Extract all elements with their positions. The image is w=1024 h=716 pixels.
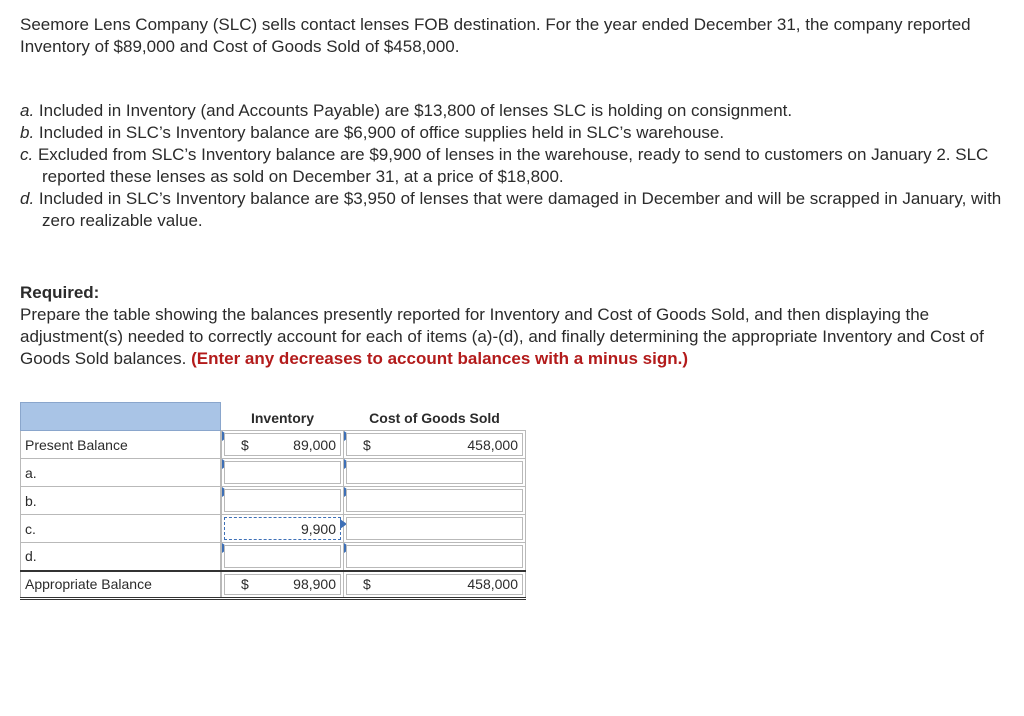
item-a — [20, 100, 1004, 122]
cogs-c-field[interactable] — [346, 517, 523, 540]
value: 89,000 — [293, 436, 336, 453]
row-label: Present Balance — [21, 431, 221, 459]
dollar-sign: $ — [241, 436, 249, 453]
item-text: Included in SLC’s Inventory balance are $6,900 of office supplies held in SLC’s warehouse. — [38, 123, 725, 142]
row-label: Appropriate Balance — [21, 571, 221, 599]
inventory-b-field[interactable] — [224, 489, 341, 512]
inventory-appropriate-cell — [222, 571, 344, 599]
row-label: c. — [21, 515, 221, 543]
cogs-present-value — [346, 433, 523, 456]
problem-intro: Seemore Lens Company (SLC) sells contact lenses FOB destination. For the year ended December 31, the company reported Inventory of $89,000 and Cost of Goods Sold of $458,000. — [20, 15, 971, 56]
inventory-c-field[interactable] — [224, 517, 341, 540]
cogs-b-input[interactable] — [344, 487, 526, 515]
header-cogs: Cost of Goods Sold — [369, 410, 500, 426]
row-label: b. — [21, 487, 221, 515]
cogs-c-input[interactable] — [344, 515, 526, 543]
table-row — [21, 431, 526, 459]
cogs-b-field[interactable] — [346, 489, 523, 512]
inventory-a-input[interactable] — [222, 459, 344, 487]
cogs-appropriate-cell — [344, 571, 526, 599]
dollar-sign: $ — [363, 576, 371, 593]
cogs-appropriate-value — [346, 574, 523, 596]
required-instructions: Prepare the table showing the balances presently reported for Inventory and Cost of Goods Sold, and then displaying the adjustment(s) needed to correctly account for each of items (a)-(d), and finally determining the appropriate Inventory and Cost of Goods Sold balances. — [20, 305, 984, 368]
inventory-a-field[interactable] — [224, 461, 341, 484]
row-label: d. — [21, 543, 221, 571]
table-row — [21, 543, 526, 571]
dollar-sign: $ — [241, 576, 249, 593]
header-inventory: Inventory — [250, 410, 314, 426]
item-b — [20, 122, 1004, 144]
required-text — [20, 304, 1004, 370]
item-text: Excluded from SLC’s Inventory balance are $9,900 of lenses in the warehouse, ready to send to customers on January 2. SLC reported these lenses as sold on December 31, at a price of $18,800. — [37, 145, 989, 186]
inventory-appropriate-value — [224, 574, 341, 596]
value: 9,900 — [300, 520, 336, 537]
cogs-a-input[interactable] — [344, 459, 526, 487]
table-header-row — [21, 403, 526, 431]
inventory-b-input[interactable] — [222, 487, 344, 515]
item-letter: c. — [20, 145, 34, 164]
inventory-d-input[interactable] — [222, 543, 344, 571]
item-letter: b. — [20, 123, 35, 142]
dollar-sign: $ — [363, 436, 371, 453]
value: 458,000 — [467, 576, 518, 593]
item-c — [20, 144, 1004, 188]
item-letter: a. — [20, 101, 35, 120]
header-label-cell — [21, 403, 221, 431]
cogs-present-cell — [344, 431, 526, 459]
item-d — [20, 188, 1004, 232]
inventory-present-value — [224, 433, 341, 456]
item-text: Included in SLC’s Inventory balance are $3,950 of lenses that were damaged in December and will be scrapped in January, with zero realizable value. — [38, 189, 1002, 230]
item-letter: d. — [20, 189, 35, 208]
value: 458,000 — [467, 436, 518, 453]
item-text: Included in Inventory (and Accounts Payable) are $13,800 of lenses SLC is holding on consignment. — [38, 101, 793, 120]
table-row — [21, 459, 526, 487]
table-row — [21, 487, 526, 515]
cogs-d-field[interactable] — [346, 545, 523, 568]
inventory-present-cell — [222, 431, 344, 459]
required-title: Required: — [20, 283, 100, 302]
cogs-a-field[interactable] — [346, 461, 523, 484]
table-row — [21, 571, 526, 599]
inventory-d-field[interactable] — [224, 545, 341, 568]
cogs-d-input[interactable] — [344, 543, 526, 571]
table-row — [21, 515, 526, 543]
row-label: a. — [21, 459, 221, 487]
value: 98,900 — [293, 576, 336, 593]
inventory-c-input[interactable] — [222, 515, 344, 543]
adjustment-table — [20, 402, 526, 600]
item-list — [20, 100, 1004, 232]
required-note: (Enter any decreases to account balances with a minus sign.) — [191, 349, 689, 368]
